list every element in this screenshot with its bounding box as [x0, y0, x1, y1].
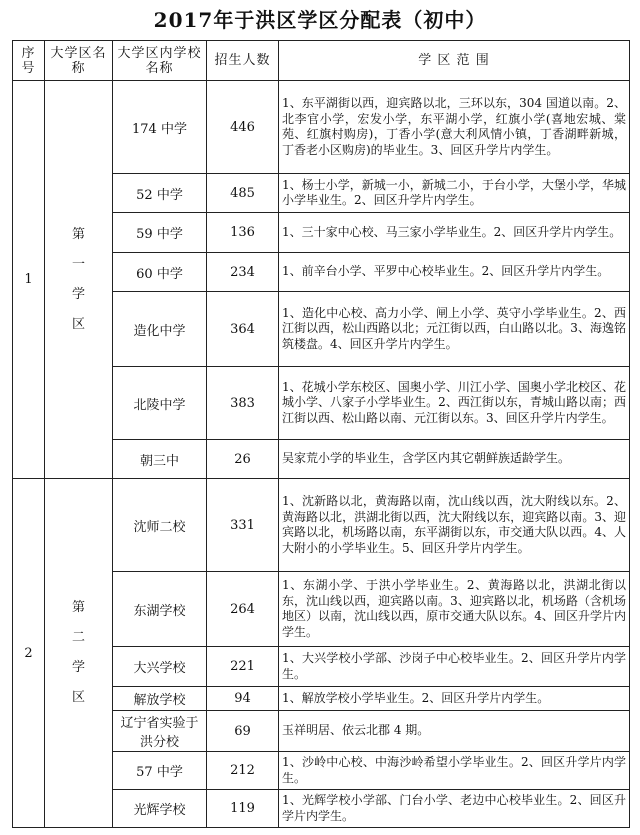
school-name: 朝三中: [113, 440, 207, 479]
enroll-count: 212: [207, 752, 279, 790]
scope-text: 1、解放学校小学毕业生。2、回区升学片内学生。: [279, 687, 630, 711]
school-name: 沈师二校: [113, 479, 207, 572]
district-name: 第 一 学 区: [45, 81, 113, 479]
scope-text: 1、杨士小学，新城一小，新城二小，于台小学，大堡小学，华城小学毕业生。2、回区升学片内学生。: [279, 174, 630, 213]
scope-text: 1、大兴学校小学部、沙岗子中心校毕业生。2、回区升学片内学生。: [279, 647, 630, 687]
district-name: 第 二 学 区: [45, 479, 113, 828]
district-table: [12, 40, 630, 828]
school-name: 辽宁省实验于洪分校: [113, 711, 207, 752]
school-name: 解放学校: [113, 687, 207, 711]
school-name: 174 中学: [113, 81, 207, 174]
scope-text: 玉祥明居、依云北郡 4 期。: [279, 711, 630, 752]
scope-text: 1、东平湖街以西，迎宾路以北，三环以东，304 国道以南。2、北李官小学，宏发小学，东平湖小学，红旗小学(喜地宏城、棠苑、红旗村购房)，丁香小学(意大利风情小镇，丁香湖畔新城，丁香老小区购房)的毕业生。3、回区升学片内学生。: [279, 81, 630, 174]
table-row: [13, 81, 630, 174]
scope-text: 1、三十家中心校、马三家小学毕业生。2、回区升学片内学生。: [279, 213, 630, 253]
enroll-count: 221: [207, 647, 279, 687]
scope-text: 1、造化中心校、高力小学、闸上小学、英守小学毕业生。2、西江街以西，松山西路以北；元江街以西，白山路以北。3、海逸铭筑楼盘。4、回区升学片内学生。: [279, 292, 630, 367]
scope-text: 1、沙岭中心校、中海沙岭希望小学毕业生。2、回区升学片内学生。: [279, 752, 630, 790]
school-name: 造化中学: [113, 292, 207, 367]
enroll-count: 485: [207, 174, 279, 213]
scope-text: 1、花城小学东校区、国奥小学、川江小学、国奥小学北校区、花城小学、八家子小学毕业生。2、西江街以东，青城山路以南；西江街以西、松山路以南、元江街以东。3、回区升学片内学生。: [279, 367, 630, 440]
enroll-count: 69: [207, 711, 279, 752]
header-district: 大学区名称: [45, 41, 113, 81]
district-seq: 2: [13, 479, 45, 828]
scope-text: 吴家荒小学的毕业生，含学区内其它朝鲜族适龄学生。: [279, 440, 630, 479]
scope-text: 1、光辉学校小学部、门台小学、老边中心校毕业生。2、回区升学片内学生。: [279, 790, 630, 828]
enroll-count: 94: [207, 687, 279, 711]
page-title: 2017年于洪区学区分配表（初中）: [153, 8, 487, 32]
header-school: 大学区内学校名称: [113, 41, 207, 81]
enroll-count: 234: [207, 253, 279, 292]
school-name: 东湖学校: [113, 572, 207, 647]
header-row: [13, 41, 630, 81]
header-seq: 序号: [13, 41, 45, 81]
school-name: 光辉学校: [113, 790, 207, 828]
school-name: 52 中学: [113, 174, 207, 213]
enroll-count: 446: [207, 81, 279, 174]
enroll-count: 119: [207, 790, 279, 828]
enroll-count: 136: [207, 213, 279, 253]
enroll-count: 331: [207, 479, 279, 572]
school-name: 60 中学: [113, 253, 207, 292]
school-name: 57 中学: [113, 752, 207, 790]
table-row: [13, 479, 630, 572]
enroll-count: 364: [207, 292, 279, 367]
enroll-count: 383: [207, 367, 279, 440]
scope-text: 1、前辛台小学、平罗中心校毕业生。2、回区升学片内学生。: [279, 253, 630, 292]
school-name: 59 中学: [113, 213, 207, 253]
scope-text: 1、沈新路以北，黄海路以南，沈山线以西，沈大附线以东。2、黄海路以北，洪湖北街以西，沈大附线以东，迎宾路以南。3、迎宾路以北，机场路以南，东平湖街以东，市交通大队以西。4、人大附小的小学毕业生。5、回区升学片内学生。: [279, 479, 630, 572]
school-name: 大兴学校: [113, 647, 207, 687]
header-enroll: 招生人数: [207, 41, 279, 81]
school-name: 北陵中学: [113, 367, 207, 440]
header-scope: 学 区 范 围: [279, 41, 630, 81]
scope-text: 1、东湖小学、于洪小学毕业生。2、黄海路以北，洪湖北街以东，沈山线以西，迎宾路以南。3、迎宾路以北，机场路（含机场地区）以南，沈山线以西，原市交通大队以东。4、回区升学片内学生。: [279, 572, 630, 647]
enroll-count: 264: [207, 572, 279, 647]
district-seq: 1: [13, 81, 45, 479]
enroll-count: 26: [207, 440, 279, 479]
